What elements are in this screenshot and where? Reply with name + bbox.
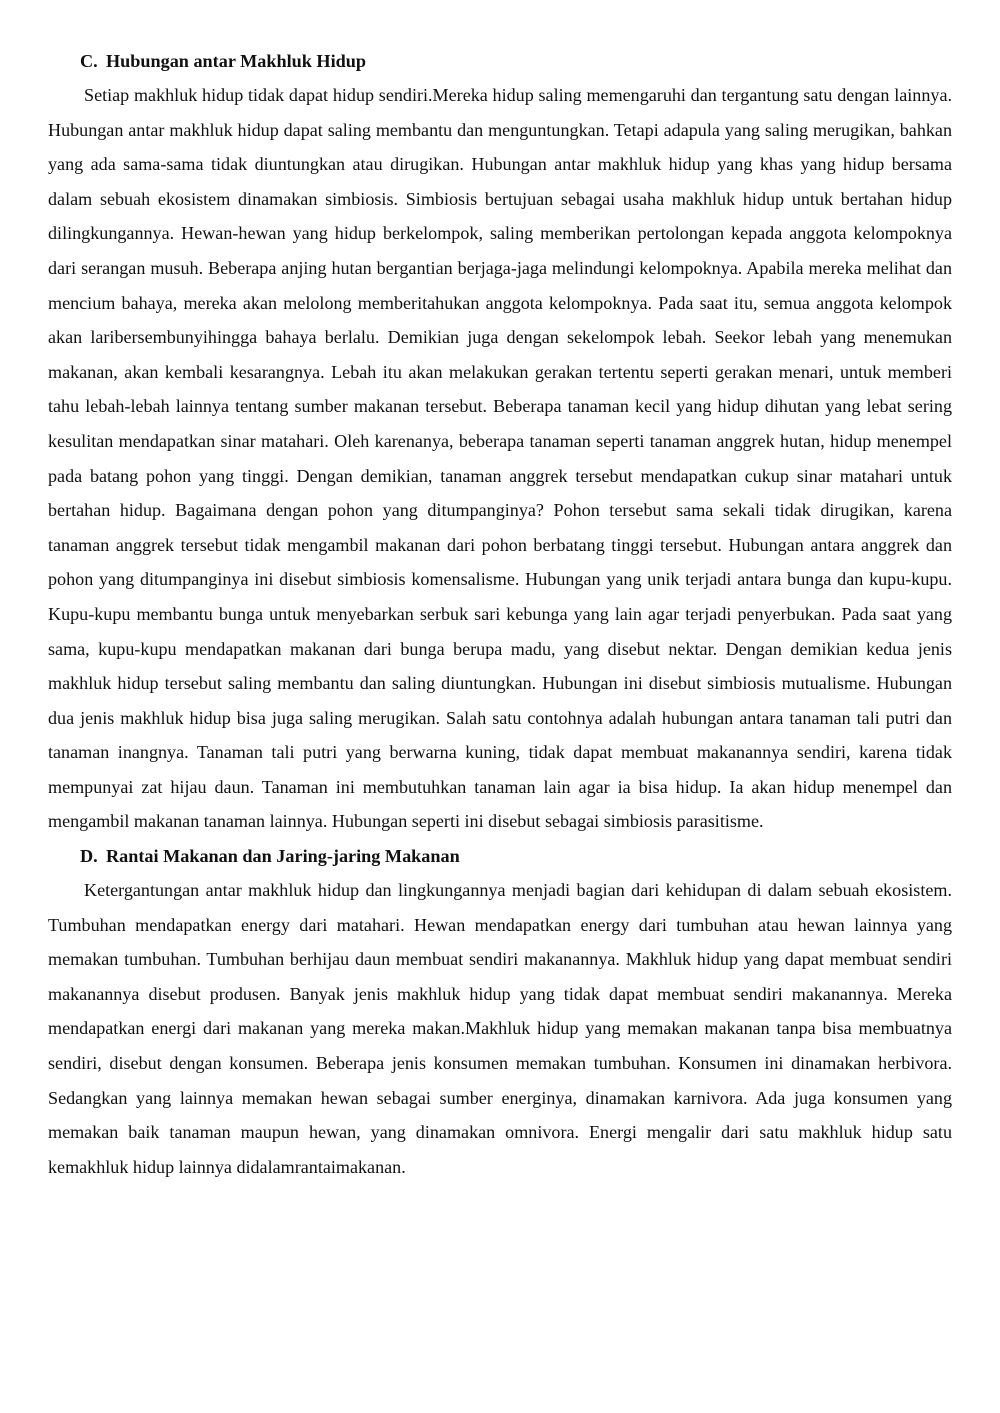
section-d-heading xyxy=(48,841,952,871)
section-c-heading xyxy=(48,46,952,76)
section-d-paragraph: Ketergantungan antar makhluk hidup dan lingkungannya menjadi bagian dari kehidupan di dalam sebuah ekosistem. Tumbuhan mendapatkan energy dari matahari. Hewan mendapatkan energy dari tumbuhan atau hewan lainnya yang memakan tumbuhan. Tumbuhan berhijau daun membuat sendiri makanannya. Makhluk hidup yang dapat membuat sendiri makanannya disebut produsen. Banyak jenis makhluk hidup yang tidak dapat membuat sendiri makanannya. Mereka mendapatkan energi dari makanan yang mereka makan.Makhluk hidup yang memakan makanan tanpa bisa membuatnya sendiri, disebut dengan konsumen. Beberapa jenis konsumen memakan tumbuhan. Konsumen ini dinamakan herbivora. Sedangkan yang lainnya memakan hewan sebagai sumber energinya, dinamakan karnivora. Ada juga konsumen yang memakan baik tanaman maupun hewan, yang dinamakan omnivora. Energi mengalir dari satu makhluk hidup satu kemakhluk hidup lainnya didalamrantaimakanan. xyxy=(48,880,952,1177)
section-d-title: Rantai Makanan dan Jaring-jaring Makanan xyxy=(106,846,460,867)
section-c-paragraph: Setiap makhluk hidup tidak dapat hidup sendiri.Mereka hidup saling memengaruhi dan tergantung satu dengan lainnya. Hubungan antar makhluk hidup dapat saling membantu dan menguntungkan. Tetapi adapula yang saling merugikan, bahkan yang ada sama-sama tidak diuntungkan atau dirugikan. Hubungan antar makhluk hidup yang khas yang hidup bersama dalam sebuah ekosistem dinamakan simbiosis. Simbiosis bertujuan sebagai usaha makhluk hidup untuk bertahan hidup dilingkungannya. Hewan-hewan yang hidup berkelompok, saling memberikan pertolongan kepada anggota kelompoknya dari serangan musuh. Beberapa anjing hutan bergantian berjaga-jaga melindungi kelompoknya. Apabila mereka melihat dan mencium bahaya, mereka akan melolong memberitahukan anggota kelompoknya. Pada saat itu, semua anggota kelompok akan laribersembunyihingga bahaya berlalu. Demikian juga dengan sekelompok lebah. Seekor lebah yang menemukan makanan, akan kembali kesarangnya. Lebah itu akan melakukan gerakan tertentu seperti gerakan menari, untuk memberi tahu lebah-lebah lainnya tentang sumber makanan tersebut. Beberapa tanaman kecil yang hidup dihutan yang lebat sering kesulitan mendapatkan sinar matahari. Oleh karenanya, beberapa tanaman seperti tanaman anggrek hutan, hidup menempel pada batang pohon yang tinggi. Dengan demikian, tanaman anggrek tersebut mendapatkan cukup sinar matahari untuk bertahan hidup. Bagaimana dengan pohon yang ditumpanginya? Pohon tersebut sama sekali tidak dirugikan, karena tanaman anggrek tersebut tidak mengambil makanan dari pohon berbatang tinggi tersebut. Hubungan antara anggrek dan pohon yang ditumpanginya ini disebut simbiosis komensalisme. Hubungan yang unik terjadi antara bunga dan kupu-kupu. Kupu-kupu membantu bunga untuk menyebarkan serbuk sari kebunga yang lain agar terjadi penyerbukan. Pada saat yang sama, kupu-kupu mendapatkan makanan dari bunga berupa madu, yang disebut nektar. Dengan demikian kedua jenis makhluk hidup tersebut saling membantu dan saling diuntungkan. Hubungan ini disebut simbiosis mutualisme. Hubungan dua jenis makhluk hidup bisa juga saling merugikan. Salah satu contohnya adalah hubungan antara tanaman tali putri dan tanaman inangnya. Tanaman tali putri yang berwarna kuning, tidak dapat membuat makanannya sendiri, karena tidak mempunyai zat hijau daun. Tanaman ini membutuhkan tanaman lain agar ia bisa hidup. Ia akan hidup menempel dan mengambil makanan tanaman lainnya. Hubungan seperti ini disebut sebagai simbiosis parasitisme. xyxy=(48,85,952,832)
section-c-number: C. xyxy=(80,51,98,71)
section-d-number: D. xyxy=(80,846,98,867)
section-c-title: Hubungan antar Makhluk Hidup xyxy=(106,51,366,71)
document-page xyxy=(48,46,952,1184)
